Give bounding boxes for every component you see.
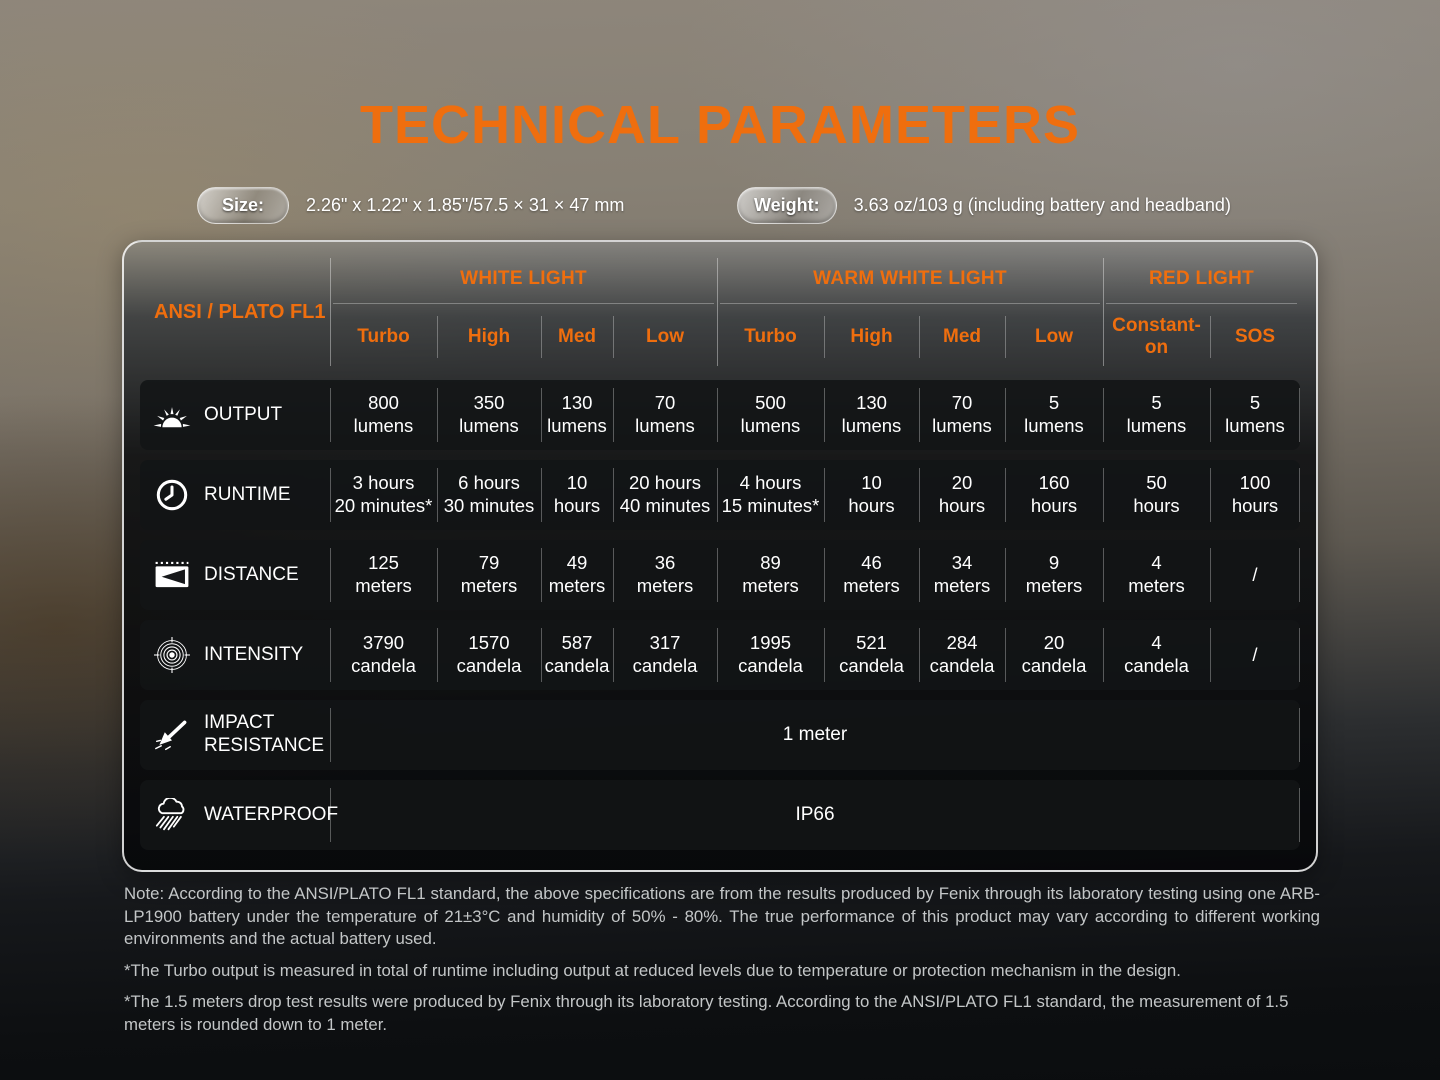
- weight-pill: [737, 187, 837, 224]
- cell-value: 284: [946, 632, 978, 654]
- note-ansi-standard: Note: According to the ANSI/PLATO FL1 standard, the above specifications are from the results produced by Fenix through its laboratory testing using one ARB-LP1900 battery under the temperature of 21±3°C and humidity of 50% - 80%. The true performance of this product may vary according to different working environments and the actual battery used.: [124, 884, 1320, 948]
- cell-unit: hours: [1231, 495, 1279, 516]
- cell-output-warm-med: [919, 380, 1005, 450]
- cell-unit: candela: [1124, 655, 1189, 676]
- beam-distance-icon: [150, 559, 194, 591]
- note-drop-test: *The 1.5 meters drop test results were produced by Fenix through its laboratory testing. According to the ANSI/PLATO FL1 standard, the measurement of 1.5 meters is rounded down to 1 meter.: [124, 992, 1289, 1034]
- cell-value: 5: [1048, 392, 1060, 414]
- cell-intensity-white-med: [541, 620, 613, 690]
- cell-distance-warm-med: [919, 540, 1005, 610]
- cell-value: 350: [473, 392, 505, 414]
- cell-runtime-white-low: [613, 460, 717, 530]
- cell-value: 36: [654, 552, 676, 574]
- row-label-distance: [140, 540, 330, 610]
- row-label-text: IMPACT RESISTANCE: [204, 712, 325, 756]
- cell-distance-red-constant: [1103, 540, 1210, 610]
- weight-value: 3.63 oz/103 g (including battery and headband): [853, 194, 1231, 215]
- cell-value: 317: [649, 632, 681, 654]
- weight-pill-label: Weight:: [754, 194, 820, 215]
- cell-output-white-low: [613, 380, 717, 450]
- table-row-waterproof: [140, 780, 1300, 850]
- row-label-text: OUTPUT: [204, 403, 283, 425]
- cell-runtime-warm-turbo: [717, 460, 824, 530]
- cell-unit: meters: [636, 575, 694, 596]
- mode-warm-high: High: [824, 304, 919, 370]
- cell-unit: hours: [1030, 495, 1078, 516]
- cell-distance-white-med: [541, 540, 613, 610]
- cell-distance-warm-turbo: [717, 540, 824, 610]
- cell-impact-resistance-value: [330, 700, 1300, 770]
- footnotes: [124, 883, 1320, 1045]
- cell-value: 100: [1239, 472, 1271, 494]
- cell-value: 20: [1043, 632, 1065, 654]
- size-spec: [197, 186, 624, 224]
- cell-value: 1995: [749, 632, 792, 654]
- cell-unit: hours: [938, 495, 986, 516]
- cell-unit: candela: [929, 655, 995, 676]
- cell-unit: lumens: [932, 415, 992, 436]
- cell-unit: 30 minutes: [443, 495, 535, 516]
- cell-unit: candela: [456, 655, 522, 676]
- cell-value: 50: [1146, 472, 1167, 494]
- mode-red-constant-on: Constant-on: [1112, 315, 1201, 358]
- cell-value: 70: [951, 392, 973, 414]
- header-divider: [1103, 258, 1104, 366]
- group-red-light: RED LIGHT: [1103, 254, 1300, 304]
- row-label-text: DISTANCE: [204, 563, 299, 585]
- cell-unit: lumens: [1126, 415, 1187, 436]
- rain-cloud-icon: [150, 798, 194, 832]
- table-row-output: [140, 380, 1300, 450]
- target-intensity-icon: [150, 637, 194, 673]
- cell-value: 3 hours: [352, 472, 415, 494]
- header-divider: [330, 258, 331, 366]
- cell-unit: candela: [351, 655, 416, 676]
- clock-icon: [150, 478, 194, 512]
- cell-value: 10: [566, 472, 588, 494]
- cell-intensity-warm-low: [1005, 620, 1103, 690]
- table-header: [140, 254, 1300, 370]
- cell-unit: lumens: [547, 415, 607, 436]
- cell-unit: lumens: [459, 415, 519, 436]
- cell-value: 20: [951, 472, 973, 494]
- size-value: 2.26" x 1.22" x 1.85"/57.5 × 31 × 47 mm: [306, 194, 625, 215]
- cell-unit: 15 minutes*: [721, 495, 820, 516]
- group-white-light: WHITE LIGHT: [330, 254, 717, 304]
- sunburst-icon: [150, 400, 194, 430]
- cell-value: 500: [755, 392, 786, 414]
- cell-intensity-warm-turbo: [717, 620, 824, 690]
- cell-value: 46: [861, 552, 882, 574]
- cell-distance-white-high: [437, 540, 541, 610]
- cell-intensity-white-low: [613, 620, 717, 690]
- weight-spec: [737, 186, 1231, 224]
- mode-white-high: High: [437, 304, 541, 370]
- cell-unit: hours: [553, 495, 601, 516]
- cell-unit: candela: [738, 655, 803, 676]
- cell-value: 800: [368, 392, 399, 414]
- cell-runtime-white-high: [437, 460, 541, 530]
- cell-output-warm-turbo: [717, 380, 824, 450]
- cell-output-red-sos: [1210, 380, 1300, 450]
- cell-distance-red-sos: [1210, 540, 1300, 610]
- note-turbo-output: *The Turbo output is measured in total of runtime including output at reduced levels due to temperature or protection mechanism in the design.: [124, 960, 1181, 980]
- group-warm-white-light: WARM WHITE LIGHT: [717, 254, 1103, 304]
- page-title: TECHNICAL PARAMETERS: [359, 95, 1081, 155]
- cell-waterproof-value: [330, 780, 1300, 850]
- row-label-impact-resistance: [140, 700, 330, 770]
- table-row-intensity: [140, 620, 1300, 690]
- cell-value: 521: [856, 632, 887, 654]
- cell-value: 20 hours: [629, 472, 701, 494]
- cell-value: 160: [1038, 472, 1070, 494]
- row-label-text: RUNTIME: [204, 483, 291, 505]
- cell-unit: lumens: [740, 415, 801, 436]
- cell-unit: candela: [544, 655, 610, 676]
- cell-value: /: [1252, 643, 1258, 665]
- cell-unit: lumens: [353, 415, 414, 436]
- mode-white-med: Med: [541, 304, 613, 370]
- cell-intensity-red-constant: [1103, 620, 1210, 690]
- cell-output-white-med: [541, 380, 613, 450]
- cell-runtime-white-med: [541, 460, 613, 530]
- cell-output-red-constant: [1103, 380, 1210, 450]
- cell-runtime-white-turbo: [330, 460, 437, 530]
- cell-value: /: [1252, 563, 1258, 585]
- cell-value: 34: [951, 552, 973, 574]
- cell-unit: meters: [460, 575, 518, 596]
- mode-warm-low: Low: [1005, 304, 1103, 370]
- row-label-waterproof: [140, 780, 339, 850]
- cell-intensity-white-turbo: [330, 620, 437, 690]
- cell-intensity-white-high: [437, 620, 541, 690]
- header-divider: [717, 258, 718, 366]
- cell-value: 587: [561, 632, 593, 654]
- cell-distance-warm-low: [1005, 540, 1103, 610]
- cell-runtime-warm-low: [1005, 460, 1103, 530]
- cell-unit: meters: [843, 575, 900, 596]
- row-label-text: WATERPROOF: [204, 803, 339, 825]
- cell-value: 3790: [362, 632, 405, 654]
- row-label-text: INTENSITY: [204, 643, 304, 665]
- cell-unit: candela: [839, 655, 904, 676]
- cell-value: 49: [566, 552, 588, 574]
- table-row-impact-resistance: [140, 700, 1300, 770]
- cell-unit: hours: [1133, 495, 1180, 516]
- cell-value: IP66: [795, 804, 835, 826]
- mode-red-sos: SOS: [1210, 304, 1300, 370]
- cell-unit: candela: [1021, 655, 1087, 676]
- cell-unit: meters: [933, 575, 991, 596]
- cell-unit: meters: [742, 575, 799, 596]
- cell-value: 4 hours: [739, 472, 802, 494]
- table-row-runtime: [140, 460, 1300, 530]
- cell-unit: lumens: [1225, 415, 1285, 436]
- cell-runtime-red-constant: [1103, 460, 1210, 530]
- impact-arrow-icon: [150, 718, 194, 752]
- cell-runtime-red-sos: [1210, 460, 1300, 530]
- cell-value: 70: [654, 392, 676, 414]
- cell-intensity-warm-med: [919, 620, 1005, 690]
- cell-distance-white-low: [613, 540, 717, 610]
- cell-output-warm-high: [824, 380, 919, 450]
- cell-unit: meters: [1025, 575, 1083, 596]
- cell-distance-warm-high: [824, 540, 919, 610]
- cell-value: 130: [561, 392, 593, 414]
- size-pill-label: Size:: [221, 194, 264, 215]
- cell-unit: 20 minutes*: [334, 495, 433, 516]
- row-label-output: [140, 380, 330, 450]
- cell-output-white-turbo: [330, 380, 437, 450]
- spec-bar: [0, 186, 1440, 224]
- cell-unit: meters: [355, 575, 412, 596]
- cell-unit: candela: [632, 655, 698, 676]
- cell-value: 130: [856, 392, 887, 414]
- cell-unit: lumens: [1024, 415, 1084, 436]
- cell-value: 10: [861, 472, 882, 494]
- cell-unit: meters: [1128, 575, 1185, 596]
- cell-value: 79: [478, 552, 500, 574]
- cell-value: 9: [1048, 552, 1060, 574]
- size-pill: [197, 187, 289, 224]
- cell-value: 5: [1249, 392, 1261, 414]
- cell-unit: hours: [848, 495, 895, 516]
- cell-intensity-red-sos: [1210, 620, 1300, 690]
- mode-white-turbo: Turbo: [357, 326, 410, 348]
- cell-value: 6 hours: [458, 472, 520, 494]
- cell-output-white-high: [437, 380, 541, 450]
- table-row-distance: [140, 540, 1300, 610]
- cell-value: 4: [1151, 632, 1162, 654]
- cell-unit: lumens: [841, 415, 902, 436]
- mode-warm-med: Med: [919, 304, 1005, 370]
- cell-value: 4: [1151, 552, 1162, 574]
- cell-runtime-warm-high: [824, 460, 919, 530]
- row-label-runtime: [140, 460, 330, 530]
- row-label-intensity: [140, 620, 330, 690]
- cell-value: 89: [760, 552, 781, 574]
- cell-unit: 40 minutes: [619, 495, 711, 516]
- mode-warm-turbo: Turbo: [744, 326, 797, 348]
- cell-value: 125: [368, 552, 399, 574]
- cell-unit: lumens: [635, 415, 695, 436]
- parameters-table: [122, 240, 1318, 872]
- cell-value: 1 meter: [782, 724, 848, 746]
- cell-intensity-warm-high: [824, 620, 919, 690]
- cell-value: 5: [1151, 392, 1162, 414]
- cell-value: 1570: [468, 632, 510, 654]
- corner-label: ANSI / PLATO FL1: [154, 300, 326, 323]
- cell-unit: meters: [548, 575, 606, 596]
- cell-output-warm-low: [1005, 380, 1103, 450]
- mode-white-low: Low: [613, 304, 717, 370]
- cell-runtime-warm-med: [919, 460, 1005, 530]
- cell-distance-white-turbo: [330, 540, 437, 610]
